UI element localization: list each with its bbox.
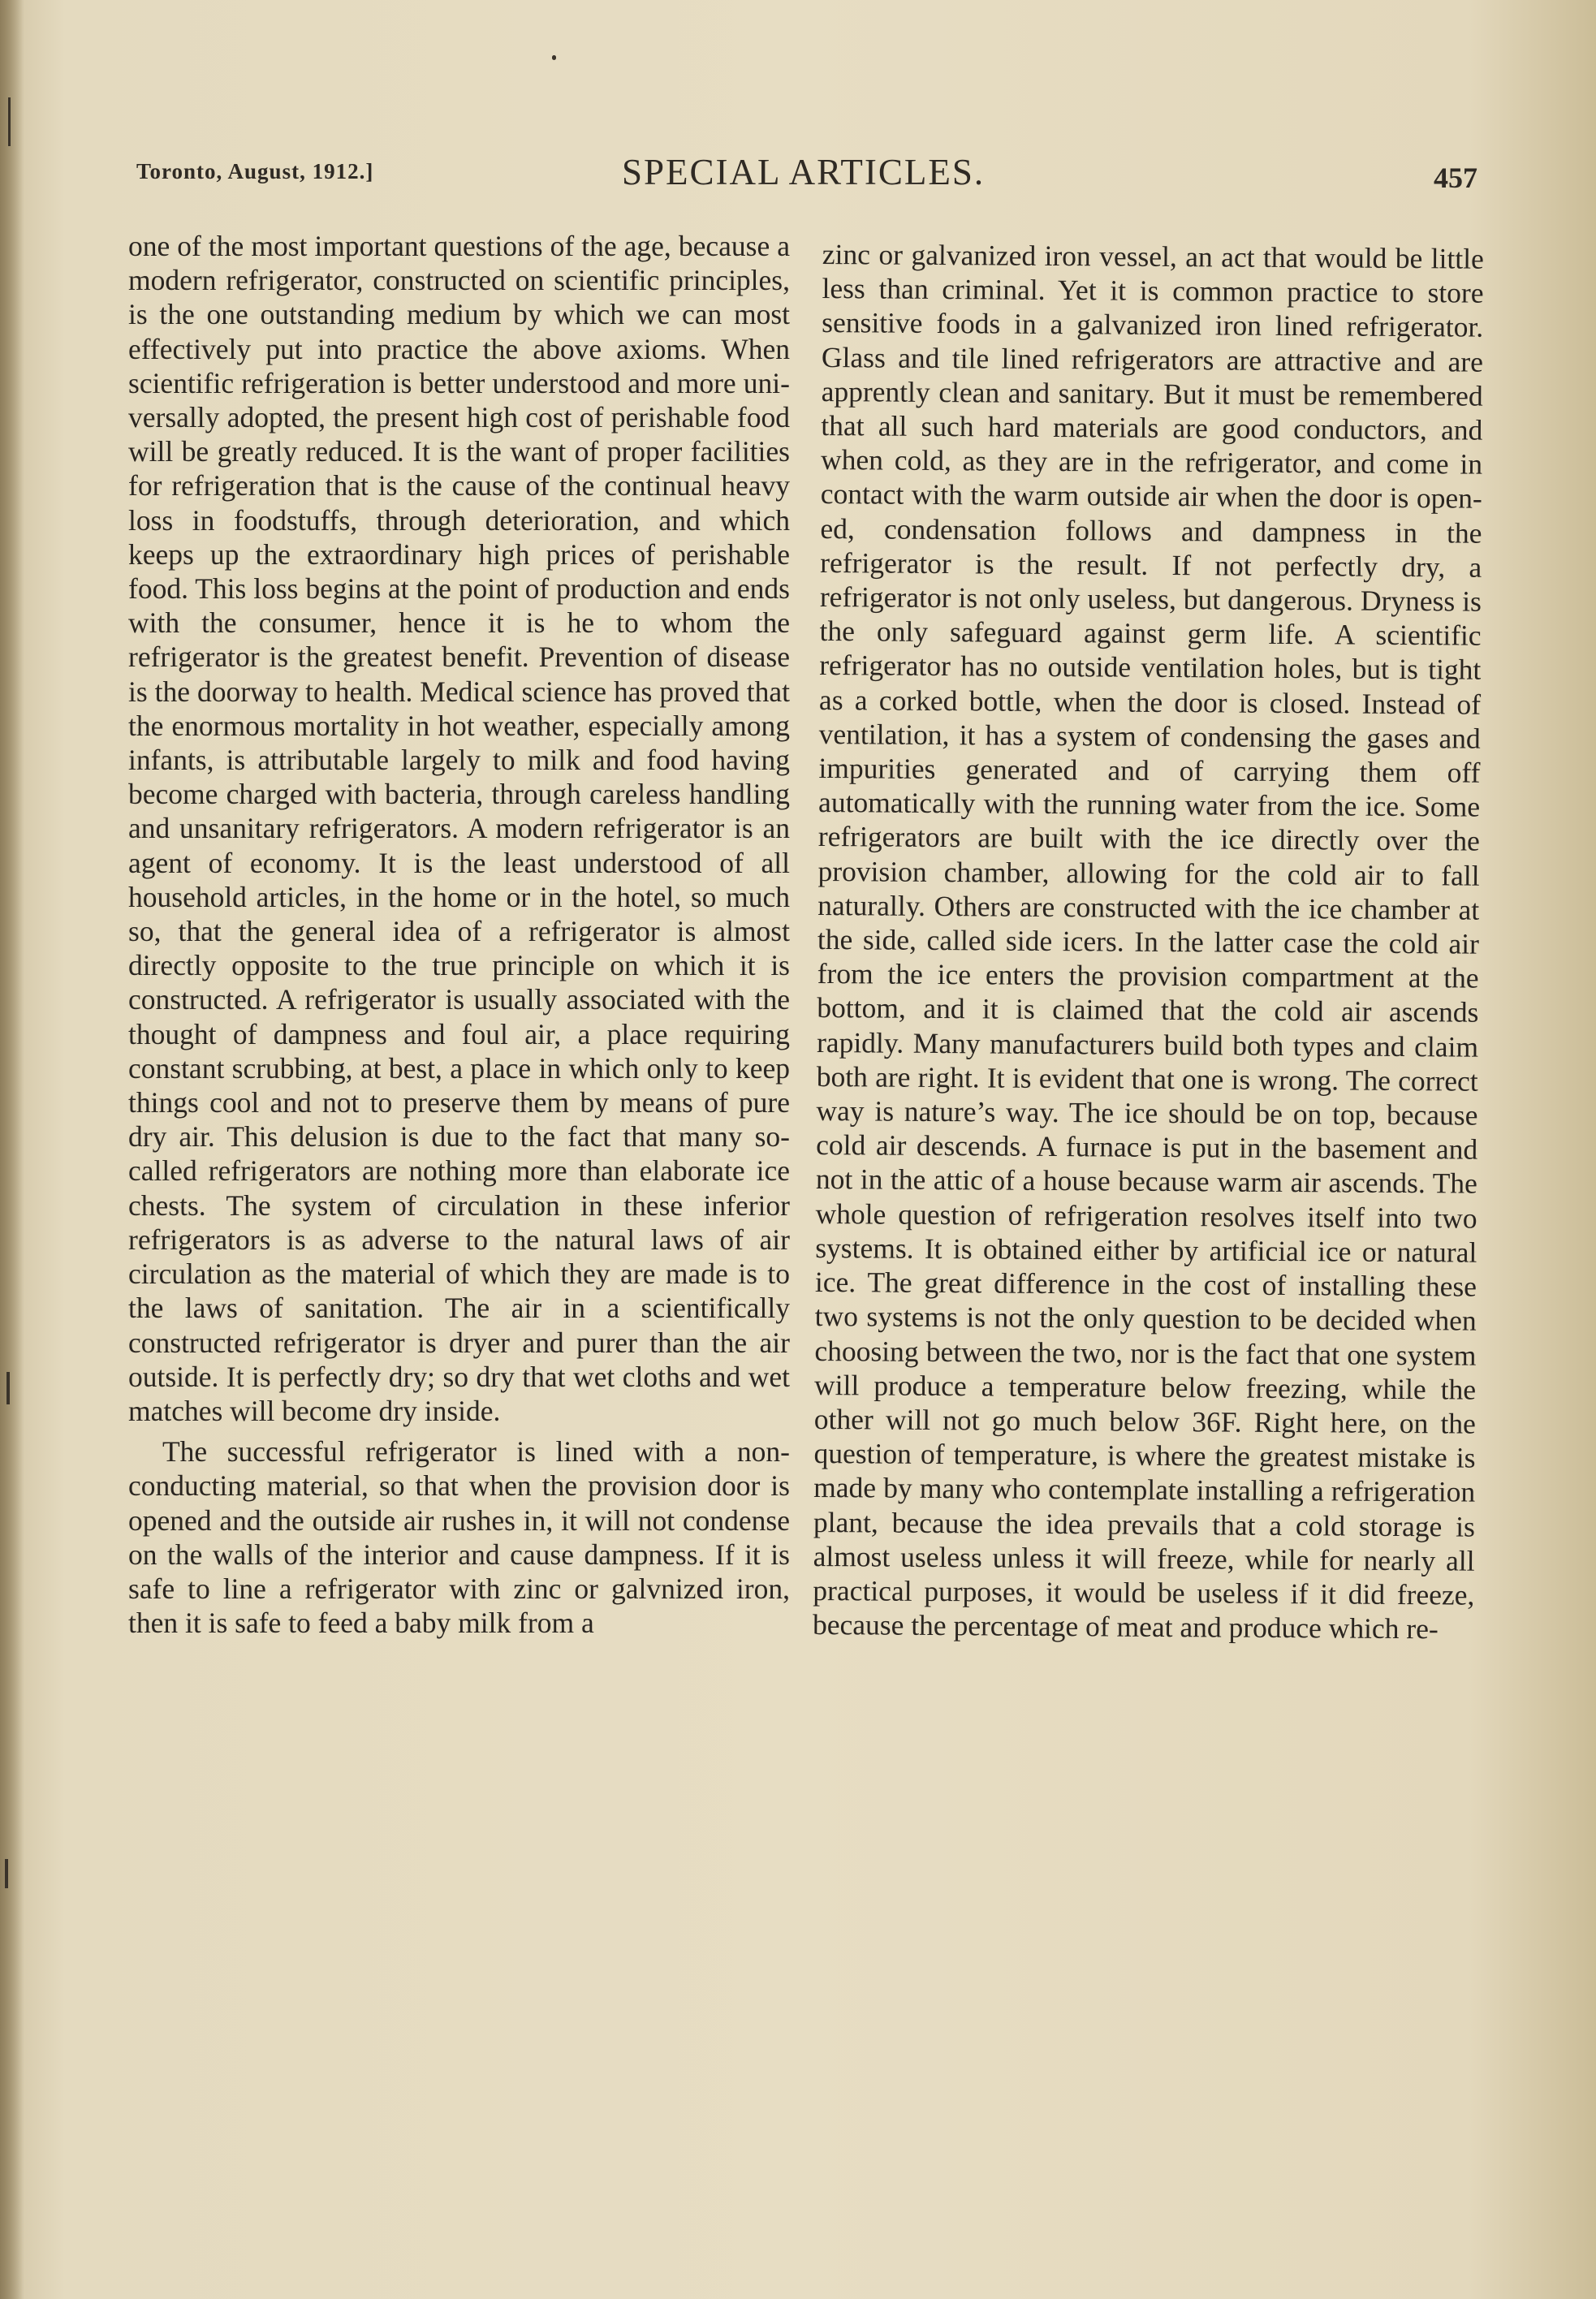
body-columns (128, 229, 1492, 2193)
binding-mark (8, 97, 11, 146)
binding-mark (6, 1372, 10, 1404)
right-column-paragraph: zinc or galvanized iron vessel, an act that would be little less than criminal. Yet it is common practice to store sensitive foods in a galvanized iron lined refrigerator. Glass and tile lined refrigerators are attractive and are apprently clean and sanitary. But it must be remembered that all such hard materials are good conductors, and when cold, as they are in the refrigerator, and come in contact with the warm outside air when the door is opened, condensation follows and dampness in the refrigerator is the result. If not perfectly dry, a refrigerator is not only useless, but dangerous. Dryness is the only safeguard against germ life. A scientific refrigerator has no outside ventilation holes, but is tight as a corked bottle, when the door is closed. Instead of ventilation, it has a system of condensing the gases and impurities generated and of carrying them off automatically with the running water from the ice. Some refrigerators are built with the ice directly over the provision chamber, allowing for the cold air to fall naturally. Others are constructed with the ice chamber at the side, called side icers. In the latter case the cold air from the ice enters the provision compartment at the bottom, and it is claimed that the cold air ascends rapidly. Many manufacturers build both types and claim both are right. It is evident that one is wrong. The correct way is nature’s way. The ice should be on top, because cold air descends. A furnace is put in the basement and not in the attic of a house because warm air ascends. The whole question of refrigeration resolves itself into two systems. It is obtained either by artificial ice or natural ice. The great difference in the cost of installing these two systems is not the only question to be decided when choosing between the two, nor is the fact that one system will produce a temperature below freezing, while the other will not go much below 36F. Right here, on the question of temperature, is where the greatest mistake is made by many who contemplate installing a refrigeration plant, because the idea prevails that a cold storage is almost useless unless it will freeze, while for nearly all practical purposes, it would be useless if it did freeze, because the percentage of meat and produce which re- (812, 237, 1484, 1646)
left-column-paragraph: The successful refrigerator is lined with a non-conducting material, so that when the provision door is opened and the outside air rushes in, it will not condense on the walls of the interior and cause dampness. If it is safe to line a refrigerator with zinc or galvnized iron, then it is safe to feed a baby milk from a (128, 1435, 790, 1640)
right-column (813, 237, 1484, 1646)
left-column (128, 229, 790, 1640)
running-head-place-date: Toronto, August, 1912.] (136, 159, 374, 183)
running-header (136, 154, 1484, 211)
left-column-paragraph: one of the most important questions of the age, because a modern refrigerator, constructed on scientific principles, is the one outstanding medium by which we can most effectively put into practice the above axioms. When scientific refrigeration is better understood and more universally adopted, the present high cost of perishable food will be greatly reduced. It is the want of proper facilities for refrigeration that is the cause of the continual heavy loss in foodstuffs, through deterioration, and which keeps up the extraordinary high prices of perishable food. This loss begins at the point of production and ends with the consumer, hence it is he to whom the refrigerator is the greatest benefit. Prevention of disease is the doorway to health. Medical science has proved that the enormous mortality in hot weather, especially among infants, is attributable largely to milk and food having become charged with bacteria, through careless handling and unsanitary refrigerators. A modern refrigerator is an agent of economy. It is the least understood of all household articles, in the home or in the hotel, so much so, that the general idea of a refrigerator is almost directly opposite to the true principle on which it is constructed. A refrigerator is usually associated with the thought of dampness and foul air, a place requiring constant scrubbing, at best, a place in which only to keep things cool and not to preserve them by means of pure dry air. This delusion is due to the fact that many so-called refrigerators are nothing more than elaborate ice chests. The system of circulation in these inferior refrigerators is as adverse to the natural laws of air circulation as the material of which they are made is to the laws of sanitation. The air in a scientifically constructed refrigerator is dryer and purer than the air outside. It is perfectly dry; so dry that wet cloths and wet matches will become dry inside. (128, 230, 790, 1427)
spine-shadow (0, 0, 24, 2299)
binding-mark (5, 1859, 8, 1888)
running-head-section-title: SPECIAL ARTICLES. (622, 152, 986, 192)
ink-speck (552, 55, 556, 60)
page-number: 457 (1434, 162, 1477, 194)
